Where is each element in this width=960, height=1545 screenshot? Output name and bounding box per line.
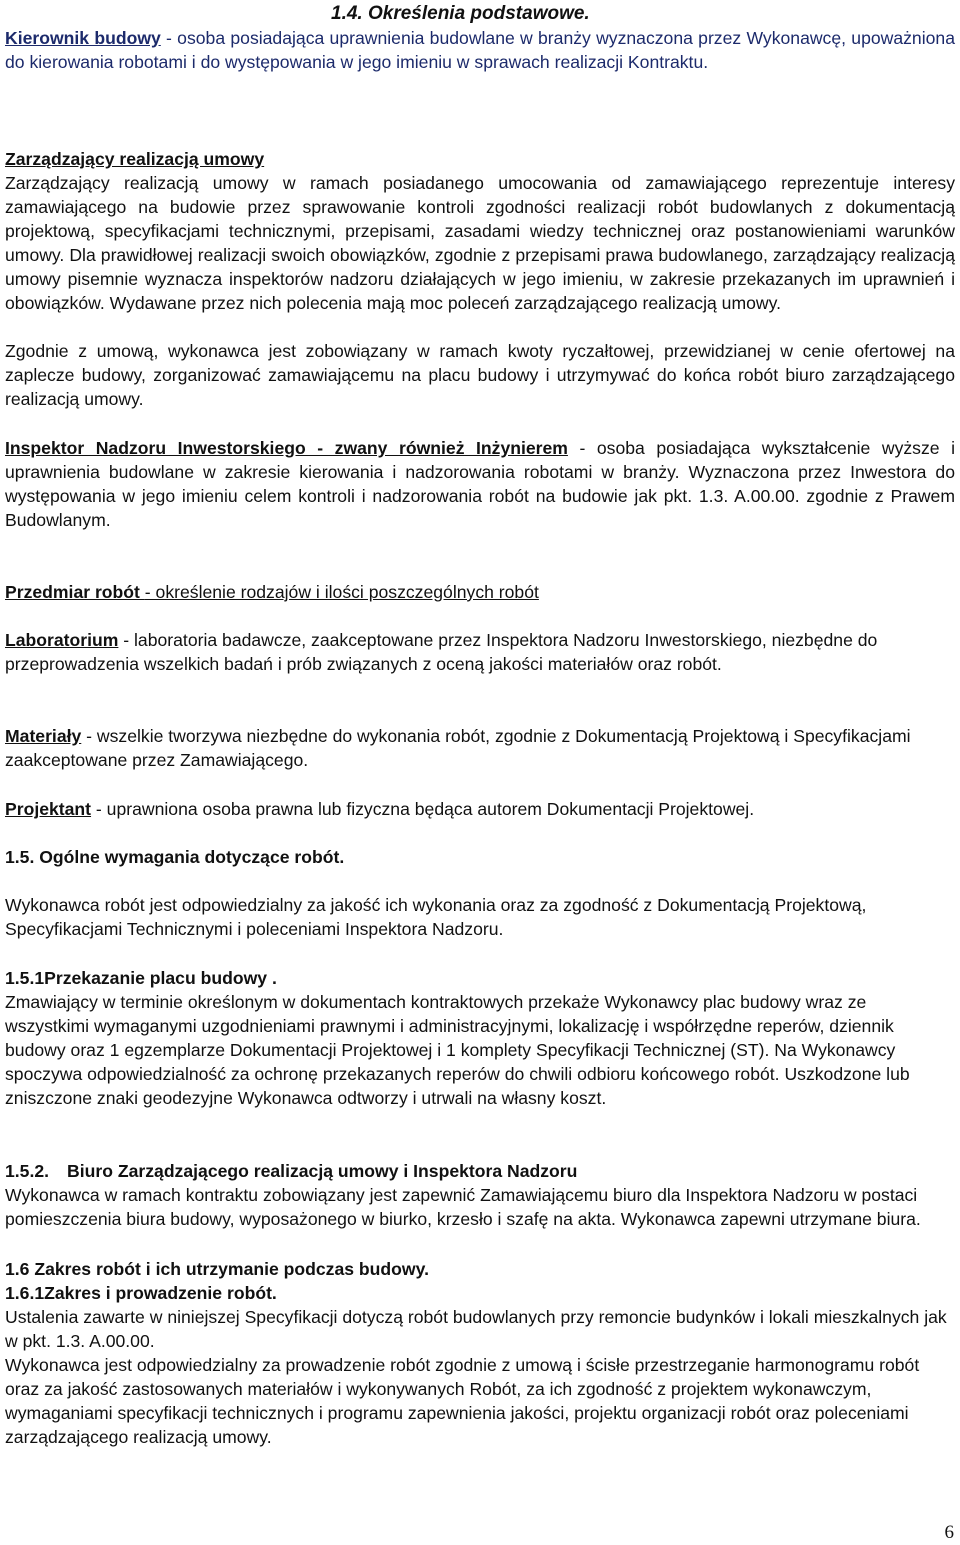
materialy-paragraph	[5, 724, 955, 772]
laboratorium-term: Laboratorium	[5, 630, 119, 650]
section-title: 1.4. Określenia podstawowe.	[331, 3, 590, 24]
s151-title: 1.5.1Przekazanie placu budowy .	[5, 968, 277, 988]
projektant-paragraph	[5, 797, 955, 821]
projektant-text: - uprawniona osoba prawna lub fizyczna będąca autorem Dokumentacji Projektowej.	[91, 799, 755, 819]
page-number: 6	[944, 1522, 954, 1543]
kierownik-paragraph	[5, 26, 955, 74]
zarzadzajacy-term: Zarządzający realizacją umowy	[5, 149, 265, 169]
s161-text1: Ustalenia zawarte w niniejszej Specyfikacji dotyczą robót budowlanych przy remoncie budynków i lokali mieszkalnych jak w pkt. 1.3. A.00.00.	[5, 1307, 947, 1351]
s152-number: 1.5.2.	[5, 1161, 50, 1181]
materialy-text: - wszelkie tworzywa niezbędne do wykonania robót, zgodnie z Dokumentacją Projektową i Specyfikacjami zaakceptowane przez Zamawiającego.	[5, 726, 911, 770]
s16-title: 1.6 Zakres robót i ich utrzymanie podczas budowy.	[5, 1259, 429, 1279]
zarzadzajacy-text: Zarządzający realizacją umowy w ramach posiadanego umocowania od zamawiającego reprezentuje interesy zamawiającego na budowie przez sprawowanie kontroli zgodności realizacji robót budowlanych z dokumentacją projektową, specyfikacjami technicznymi, przepisami, zasadami wiedzy technicznej oraz postanowieniami warunków umowy. Dla prawidłowej realizacji swoich obowiązków, zgodnie z przepisami prawa budowlanego, zarządzający realizacją umowy pisemnie wyznacza inspektorów nadzoru działających w jego imieniu, w zakresie przekazanych im uprawnień i obowiązków. Wydawane przez nich polecenia mają moc poleceń zarządzającego realizacją umowy.	[5, 173, 955, 313]
przedmiar-paragraph	[5, 580, 955, 604]
przedmiar-text: - określenie rodzajów i ilości poszczególnych robót	[144, 582, 539, 602]
s152-text: Wykonawca w ramach kontraktu zobowiązany jest zapewnić Zamawiającemu biuro dla Inspektora Nadzoru w postaci pomieszczenia biura budowy, wyposażonego w biurko, krzesło i szafę na akta. Wykonawca zapewni utrzymane biura.	[5, 1185, 921, 1229]
s151-text: Zmawiający w terminie określonym w dokumentach kontraktowych przekaże Wykonawcy plac budowy wraz ze wszystkimi wymaganymi uzgodnieniami prawnymi i administracyjnymi, lokalizację i współrzędne reperów, dziennik budowy oraz 1 egzemplarze Dokumentacji Projektowej i 1 komplety Specyfikacji Technicznej (ST). Na Wykonawcy spoczywa odpowiedzialność za ochronę przekazanych reperów do chwili odbioru końcowego robót. Uszkodzone lub zniszczone znaki geodezyjne Wykonawca odtworzy i utrwali na własny koszt.	[5, 992, 910, 1108]
materialy-term: Materiały	[5, 726, 82, 746]
kierownik-text: - osoba posiadająca uprawnienia budowlane w branży wyznaczona przez Wykonawcę, upoważniona do kierowania robotami i do występowania w jego imieniu w sprawach realizacji Kontraktu.	[5, 28, 955, 72]
s161-text2: Wykonawca jest odpowiedzialny za prowadzenie robót zgodnie z umową i ścisłe przestrzeganie harmonogramu robót oraz za jakość zastosowanych materiałów i wykonywanych Robót, za ich zgodność z projektem wykonawczym, wymaganiami specyfikacji technicznych i programu zapewnienia jakości, projektu organizacji robót oraz poleceniami zarządzającego realizacją umowy.	[5, 1355, 920, 1447]
kierownik-term: Kierownik budowy	[5, 28, 161, 48]
s152-title-line	[5, 1159, 955, 1183]
przedmiar-term: Przedmiar robót	[5, 582, 145, 602]
s15-text: Wykonawca robót jest odpowiedzialny za jakość ich wykonania oraz za zgodność z Dokumentacją Projektową, Specyfikacjami Technicznymi i poleceniami Inspektora Nadzoru.	[5, 895, 867, 939]
inspektor-text: - osoba posiadająca wykształcenie wyższe i uprawnienia budowlane w zakresie kierowania i nadzorowania robotami w branży. Wyznaczona przez Inwestora do występowania w jego imieniu celem kontroli i nadzorowania robót na budowie jak pkt. 1.3. A.00.00. zgodnie z Prawem Budowlanym.	[5, 438, 955, 530]
s152-title: Biuro Zarządzającego realizacją umowy i Inspektora Nadzoru	[67, 1161, 578, 1181]
s161-title: 1.6.1Zakres i prowadzenie robót.	[5, 1283, 277, 1303]
zarzadzajacy-text2: Zgodnie z umową, wykonawca jest zobowiązany w ramach kwoty ryczałtowej, przewidzianej w cenie ofertowej na zaplecze budowy, zorganizować zamawiającemu na placu budowy i utrzymywać do końca robót biuro zarządzającego realizacją umowy.	[5, 341, 955, 409]
laboratorium-paragraph	[5, 628, 955, 676]
inspektor-paragraph	[5, 436, 955, 532]
s15-title: 1.5. Ogólne wymagania dotyczące robót.	[5, 847, 345, 867]
inspektor-term: Inspektor Nadzoru Inwestorskiego - zwany również Inżynierem	[5, 438, 568, 458]
laboratorium-text: - laboratoria badawcze, zaakceptowane przez Inspektora Nadzoru Inwestorskiego, niezbędne do przeprowadzenia wszelkich badań i prób związanych z oceną jakości materiałów oraz robót.	[5, 630, 878, 674]
projektant-term: Projektant	[5, 799, 92, 819]
